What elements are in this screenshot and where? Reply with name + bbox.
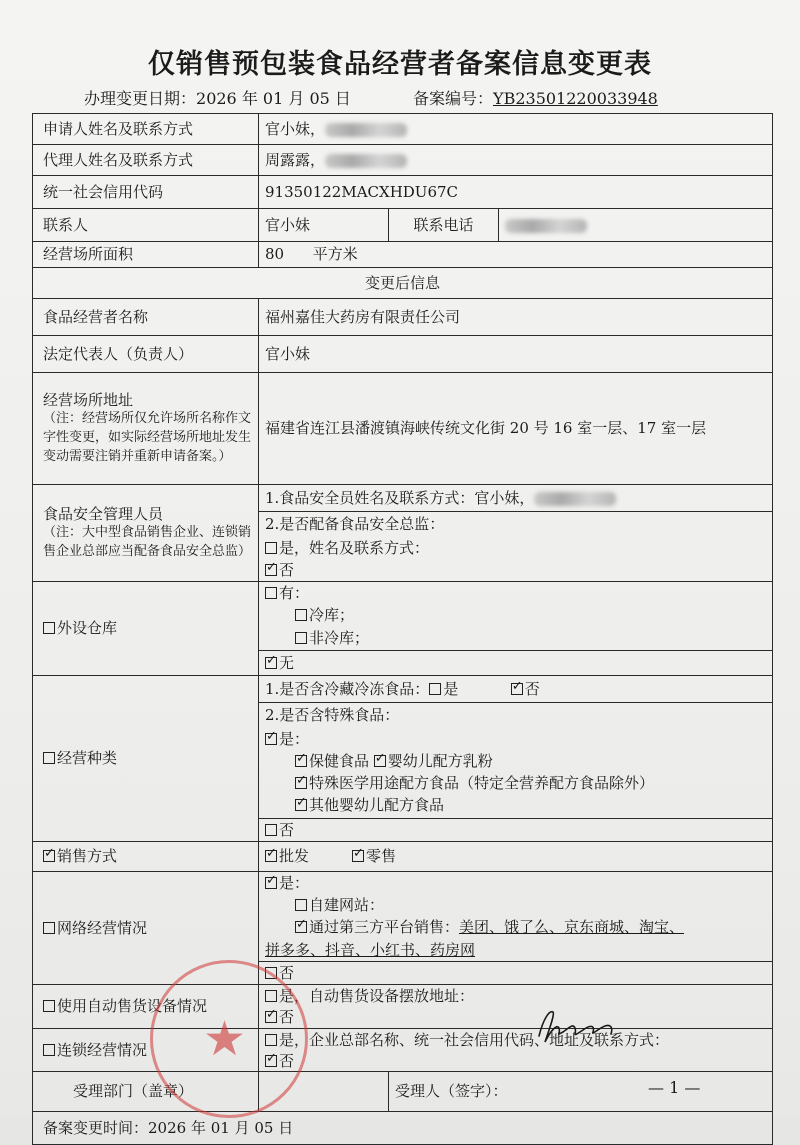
change-date — [84, 86, 351, 109]
redacted-phone — [325, 154, 407, 168]
operator-value: 福州嘉佳大药房有限责任公司 — [259, 299, 773, 336]
row-vending — [33, 985, 773, 1029]
receiver-label: 受理人（签字）： — [389, 1072, 773, 1112]
credit-code-value: 91350122MACXHDU67C — [259, 176, 773, 209]
registration-number-value: YB23501220033948 — [493, 89, 658, 108]
chain-yes[interactable] — [259, 1029, 772, 1051]
checkbox-checked-icon[interactable] — [265, 877, 277, 889]
row-representative — [33, 336, 773, 373]
contact-value: 官小妹 — [259, 209, 389, 242]
special-food-yes[interactable] — [259, 728, 772, 750]
special-food-no[interactable] — [259, 819, 772, 841]
option-label: 否 — [279, 963, 295, 982]
address-label-cell — [33, 373, 259, 485]
checkbox-icon[interactable] — [43, 1044, 55, 1056]
info-table — [32, 113, 773, 1145]
checkbox-checked-icon[interactable] — [295, 755, 307, 767]
checkbox-icon[interactable] — [265, 824, 277, 836]
special-food-items-1 — [259, 750, 772, 772]
category-label-cell — [33, 676, 259, 842]
online-self-site[interactable] — [259, 894, 772, 916]
sales-label: 销售方式 — [57, 847, 118, 866]
row-chain — [33, 1028, 773, 1072]
area-unit: 平方米 — [312, 245, 358, 264]
platform-list-2-row — [259, 939, 772, 962]
checkbox-icon[interactable] — [295, 899, 307, 911]
applicant-label: 申请人姓名及联系方式 — [33, 114, 259, 145]
filing-time-value: 2026 年 01 月 05 日 — [148, 1118, 294, 1137]
special-food-items-2 — [259, 772, 772, 794]
cold-food-question — [259, 676, 772, 703]
credit-code-label: 统一社会信用代码 — [33, 176, 259, 209]
row-sales — [33, 841, 773, 871]
safety-director-yes[interactable] — [259, 537, 772, 559]
operator-label: 食品经营者名称 — [33, 299, 259, 336]
checkbox-icon[interactable] — [295, 609, 307, 621]
checkbox-icon[interactable] — [43, 752, 55, 764]
agent-value: 周露露， — [265, 150, 326, 169]
row-contact — [33, 209, 773, 242]
checkbox-icon[interactable] — [43, 922, 55, 934]
checkbox-icon[interactable] — [295, 632, 307, 644]
checkbox-checked-icon[interactable] — [265, 564, 277, 576]
filing-time-label: 备案变更时间： — [43, 1118, 149, 1137]
contact-label: 联系人 — [33, 209, 259, 242]
checkbox-icon[interactable] — [43, 622, 55, 634]
option-label: 通过第三方平台销售： — [309, 918, 460, 937]
option-label: 否 — [524, 680, 540, 698]
vending-label: 使用自动售货设备情况 — [57, 997, 208, 1016]
row-category — [33, 676, 773, 842]
row-filing-time — [33, 1112, 773, 1145]
page-number: — 1 — — [648, 1078, 701, 1097]
redacted-phone — [505, 219, 587, 233]
row-warehouse — [33, 582, 773, 676]
category-label: 经营种类 — [57, 749, 118, 768]
safety-director-question: 2.是否配备食品安全总监： — [265, 515, 445, 534]
vending-no[interactable] — [259, 1007, 772, 1027]
form-title: 仅销售预包装食品经营者备案信息变更表 — [148, 49, 652, 80]
row-area — [33, 242, 773, 268]
row-address — [33, 373, 773, 485]
chain-label: 连锁经营情况 — [57, 1040, 148, 1059]
sales-wholesale: 批发 — [279, 847, 310, 866]
option-label: 婴幼儿配方乳粉 — [387, 751, 493, 770]
vending-label-cell — [33, 985, 259, 1029]
option-label: 非冷库； — [309, 628, 370, 647]
safety-note: （注：大中型食品销售企业、连锁销售企业总部应当配备食品安全总监） — [43, 525, 252, 560]
checkbox-checked-icon[interactable] — [352, 850, 364, 862]
address-note: （注：经营场所仅允许场所名称作文字性变更，如实际经营场所地址发生变动需要注销并重新申请备案。） — [43, 411, 252, 465]
checkbox-checked-icon[interactable] — [295, 921, 307, 933]
area-label: 经营场所面积 — [33, 242, 259, 268]
registration-number — [413, 86, 658, 109]
chain-label-cell — [33, 1028, 259, 1072]
row-section-title — [33, 268, 773, 299]
checkbox-icon[interactable] — [265, 967, 277, 979]
online-third-party[interactable] — [259, 916, 772, 938]
platform-list-2: 拼多多、抖音、小红书、药房网 — [265, 940, 476, 959]
warehouse-label-cell — [33, 582, 259, 676]
row-safety — [33, 485, 773, 582]
checkbox-checked-icon[interactable] — [511, 683, 523, 695]
checkbox-icon[interactable] — [265, 1034, 277, 1046]
warehouse-cold[interactable] — [259, 604, 772, 626]
platform-list-1: 美团、饿了么、京东商城、淘宝、 — [459, 918, 685, 937]
online-label: 网络经营情况 — [57, 918, 148, 937]
online-no[interactable] — [259, 962, 772, 984]
option-label: 是，企业总部名称、统一社会信用代码、地址及联系方式： — [279, 1030, 670, 1049]
row-online — [33, 871, 773, 984]
checkbox-checked-icon[interactable] — [43, 850, 55, 862]
warehouse-noncold[interactable] — [259, 627, 772, 651]
warehouse-has[interactable] — [259, 582, 772, 604]
option-label: 否 — [279, 560, 295, 579]
checkbox-checked-icon[interactable] — [374, 755, 386, 767]
safety-director-no[interactable] — [259, 559, 772, 581]
redacted-phone — [534, 492, 616, 506]
option-label: 保健食品 — [309, 751, 370, 770]
option-label: 冷库； — [309, 606, 355, 625]
checkbox-checked-icon[interactable] — [265, 733, 277, 745]
online-label-cell — [33, 871, 259, 984]
checkbox-checked-icon[interactable] — [265, 657, 277, 669]
checkbox-icon[interactable] — [429, 683, 441, 695]
option-label: 有： — [279, 584, 310, 602]
special-food-items-3 — [259, 794, 772, 818]
safety-label-cell — [33, 485, 259, 582]
row-agent — [33, 145, 773, 176]
checkbox-icon[interactable] — [43, 1000, 55, 1012]
row-operator — [33, 299, 773, 336]
row-credit-code — [33, 176, 773, 209]
dept-label: 受理部门（盖章） — [33, 1072, 259, 1112]
option-label: 否 — [279, 1008, 295, 1027]
area-value: 80 — [265, 245, 285, 264]
change-date-label: 办理变更日期： — [84, 89, 197, 108]
dept-stamp-area — [259, 1072, 389, 1112]
checkbox-checked-icon[interactable] — [265, 850, 277, 862]
option-label: 其他婴幼儿配方食品 — [309, 796, 445, 815]
safety-officer: 1.食品安全员姓名及联系方式：官小妹， — [265, 489, 535, 507]
star-icon: ★ — [203, 1011, 247, 1067]
option-label: 是： — [279, 729, 310, 748]
receiver-signature — [535, 1006, 625, 1046]
section-title: 变更后信息 — [33, 268, 773, 299]
option-label: 无 — [279, 653, 295, 672]
safety-label: 食品安全管理人员 — [43, 505, 164, 524]
option-label: 否 — [279, 1051, 295, 1070]
option-label: 是，自动售货设备摆放地址： — [279, 987, 475, 1005]
representative-value: 官小妹 — [259, 336, 773, 373]
checkbox-icon[interactable] — [265, 587, 277, 599]
address-label: 经营场所地址 — [43, 391, 134, 410]
row-applicant — [33, 114, 773, 145]
filing-time — [33, 1112, 773, 1145]
representative-label: 法定代表人（负责人） — [33, 336, 259, 373]
phone-label: 联系电话 — [389, 209, 499, 242]
sales-label-cell — [33, 841, 259, 871]
option-label: 否 — [279, 820, 295, 839]
checkbox-checked-icon[interactable] — [295, 799, 307, 811]
warehouse-label: 外设仓库 — [57, 619, 118, 638]
vending-yes[interactable] — [259, 985, 772, 1007]
agent-label: 代理人姓名及联系方式 — [33, 145, 259, 176]
registration-number-label: 备案编号： — [413, 89, 494, 108]
checkbox-checked-icon[interactable] — [295, 777, 307, 789]
change-date-value: 2026 年 01 月 05 日 — [196, 89, 351, 108]
option-label: 特殊医学用途配方食品（特定全营养配方食品除外） — [309, 774, 655, 792]
option-label: 自建网站： — [309, 896, 385, 914]
question-text: 1.是否含冷藏冷冻食品： — [265, 680, 430, 698]
checkbox-checked-icon[interactable] — [265, 1011, 277, 1023]
special-food-question: 2.是否含特殊食品： — [265, 706, 400, 725]
warehouse-none[interactable] — [259, 651, 772, 675]
redacted-phone — [325, 123, 407, 137]
checkbox-icon[interactable] — [265, 542, 277, 554]
option-label: 是 — [443, 680, 459, 698]
checkbox-checked-icon[interactable] — [265, 1055, 277, 1067]
applicant-value: 官小妹， — [265, 119, 326, 138]
chain-no[interactable] — [259, 1051, 772, 1071]
online-yes[interactable] — [259, 872, 772, 894]
checkbox-icon[interactable] — [265, 990, 277, 1002]
option-label: 是，姓名及联系方式： — [279, 538, 430, 557]
sales-retail: 零售 — [365, 847, 396, 866]
address-value: 福建省连江县潘渡镇海峡传统文化街 20 号 16 室一层、17 室一层 — [259, 373, 773, 485]
option-label: 是： — [279, 873, 310, 892]
